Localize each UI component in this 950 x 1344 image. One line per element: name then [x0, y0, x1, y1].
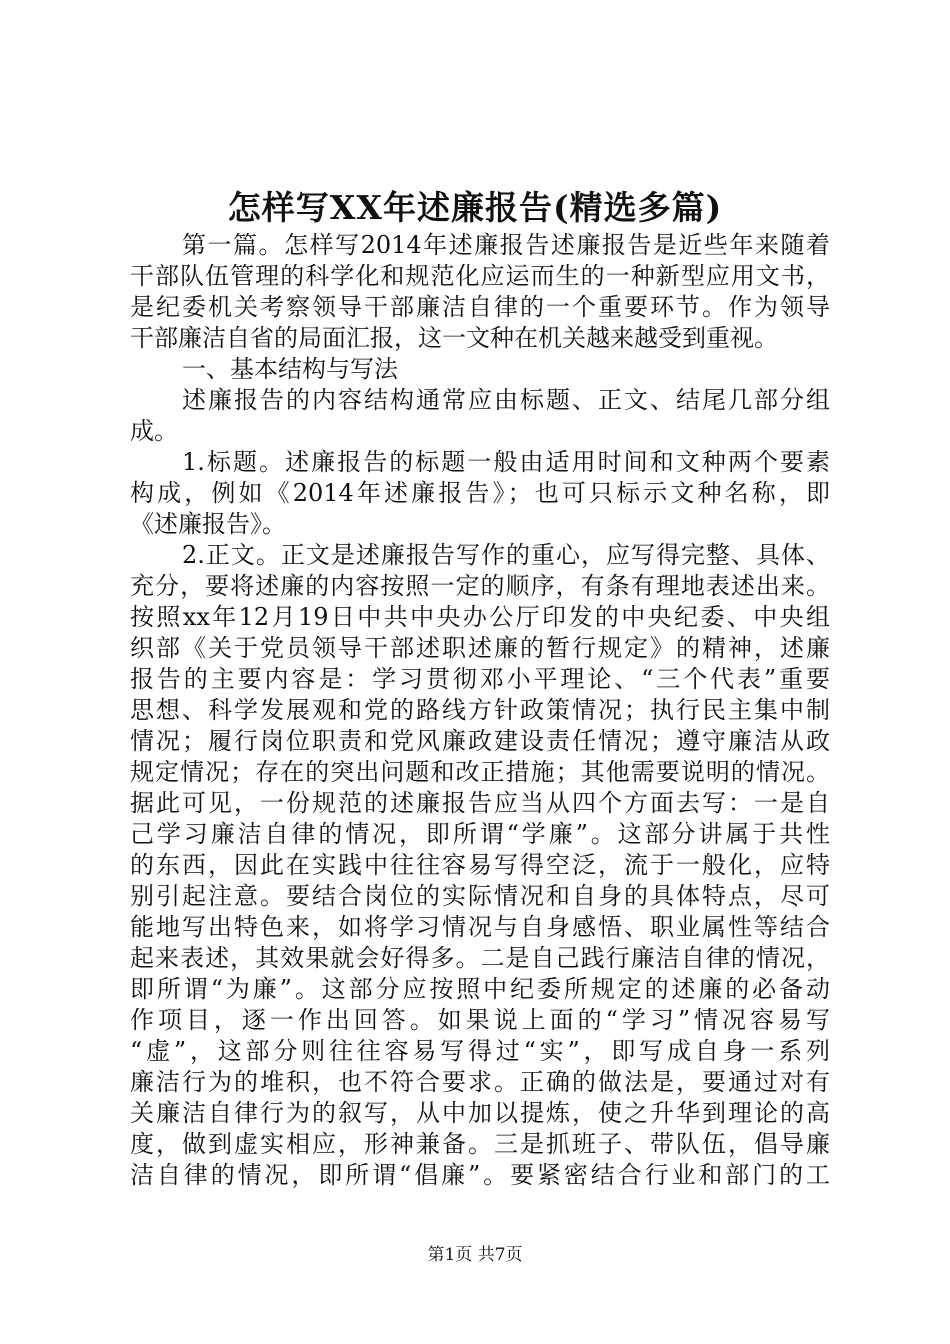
paragraph-line: 起来表述，其效果就会好得多。二是自己践行廉洁自律的情况， [130, 944, 830, 972]
paragraph-line: 的东西，因此在实践中往往容易写得空泛，流于一般化，应特 [130, 851, 830, 879]
paragraph-line: 织部《关于党员领导干部述职述廉的暂行规定》的精神，述廉 [130, 634, 830, 662]
paragraph-line: 报告的主要内容是：学习贯彻邓小平理论、“三个代表”重要 [130, 665, 830, 693]
paragraph-line: 1.标题。述廉报告的标题一般由适用时间和文种两个要素 [182, 448, 830, 476]
paragraph-line: 度，做到虚实相应，形神兼备。三是抓班子、带队伍，倡导廉 [130, 1130, 830, 1158]
section-heading: 一、基本结构与写法 [182, 355, 398, 383]
paragraph-line: 按照xx年12月19日中共中央办公厅印发的中央纪委、中央组 [130, 603, 830, 631]
paragraph-line: 2.正文。正文是述廉报告写作的重心，应写得完整、具体、 [182, 541, 830, 569]
paragraph-line: 思想、科学发展观和党的路线方针政策情况；执行民主集中制 [130, 696, 830, 724]
page-number: 第1页 共7页 [427, 1245, 523, 1265]
paragraph-line: 能地写出特色来，如将学习情况与自身感悟、职业属性等结合 [130, 913, 830, 941]
paragraph-line: 即所谓“为廉”。这部分应按照中纪委所规定的述廉的必备动 [130, 975, 830, 1003]
paragraph-line: 廉洁行为的堆积，也不符合要求。正确的做法是，要通过对有 [130, 1068, 830, 1096]
paragraph-line: 干部廉洁自省的局面汇报，这一文种在机关越来越受到重视。 [130, 324, 778, 352]
paragraph-line: 别引起注意。要结合岗位的实际情况和自身的具体特点，尽可 [130, 882, 830, 910]
paragraph-line: 述廉报告的内容结构通常应由标题、正文、结尾几部分组 [182, 386, 830, 414]
paragraph-line: 干部队伍管理的科学化和规范化应运而生的一种新型应用文书， [130, 262, 830, 290]
paragraph-line: 据此可见，一份规范的述廉报告应当从四个方面去写：一是自 [130, 789, 830, 817]
paragraph-line: “虚”，这部分则往往容易写得过“实”，即写成自身一系列 [130, 1037, 830, 1065]
paragraph-line: 洁自律的情况，即所谓“倡廉”。要紧密结合行业和部门的工 [130, 1161, 830, 1189]
paragraph-line: 是纪委机关考察领导干部廉洁自律的一个重要环节。作为领导 [130, 293, 830, 321]
paragraph-line: 己学习廉洁自律的情况，即所谓“学廉”。这部分讲属于共性 [130, 820, 830, 848]
paragraph-line: 《述廉报告》。 [130, 510, 286, 538]
paragraph-line: 规定情况；存在的突出问题和改正措施；其他需要说明的情况。 [130, 758, 830, 786]
document-title: 怎样写XX年述廉报告(精选多篇) [227, 188, 723, 227]
paragraph-line: 关廉洁自律行为的叙写，从中加以提炼，使之升华到理论的高 [130, 1099, 830, 1127]
paragraph-line: 充分，要将述廉的内容按照一定的顺序，有条有理地表述出来。 [130, 572, 830, 600]
paragraph-line: 成。 [130, 417, 178, 445]
paragraph-line: 作项目，逐一作出回答。如果说上面的“学习”情况容易写 [130, 1006, 830, 1034]
document-body [130, 230, 830, 1191]
paragraph-line: 情况；履行岗位职责和党风廉政建设责任情况；遵守廉洁从政 [130, 727, 830, 755]
paragraph-line: 第一篇。怎样写2014年述廉报告述廉报告是近些年来随着 [182, 231, 830, 259]
paragraph-line: 构成，例如《2014年述廉报告》；也可只标示文种名称，即 [130, 479, 830, 507]
